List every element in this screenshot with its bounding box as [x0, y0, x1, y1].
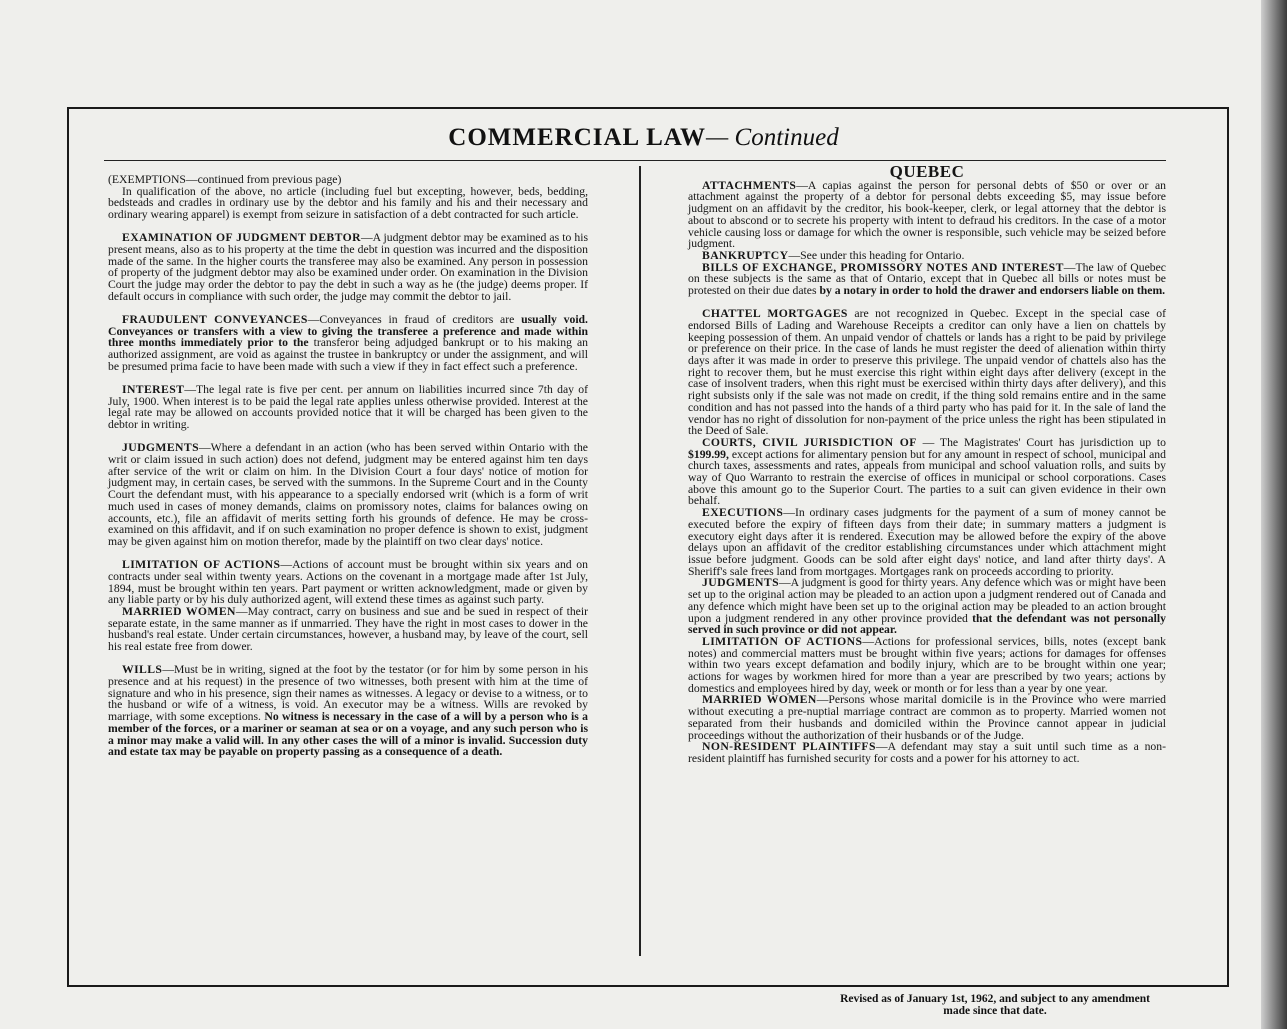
section-bills — [688, 262, 1166, 297]
courts-text-2: except actions for alimentary pension but for any amount in respect of school, municipal and church taxes, assessments and rates, appeals from municipal and school valuation rolls, and suits by way of Quo Warranto to restrain the exercise of offices in municipal or school corporations. Cases above this amount go to the Superior Court. The parties to a suit can given evidence in their own behalf. — [688, 447, 1166, 508]
quebec-heading: QUEBEC — [889, 162, 965, 181]
binder-edge — [1261, 0, 1287, 1029]
bankruptcy-heading: BANKRUPTCY — [702, 248, 789, 262]
examination-heading: EXAMINATION OF JUDGMENT DEBTOR — [122, 231, 361, 245]
column-divider — [639, 166, 641, 956]
section-married-women-quebec — [688, 694, 1166, 741]
section-courts — [688, 437, 1166, 507]
section-wills — [108, 664, 588, 758]
limitation-text: —Actions of account must be brought within six years and on contracts under seal within twenty years. Actions on the covenant in a mortgage made after 1st July, 1894, must be brought within ten years. Part payment or written acknowledgment, made or given by any liable party or by his duly authorized agent, will extend these times as against such party. — [108, 558, 588, 607]
exemptions-text: In qualification of the above, no article (including fuel but excepting, however, beds, bedding, bedsteads and cradles in ordinary use by the debtor and his family and his and their necessary and ordinary wearing apparel) is exempt from seizure in satisfaction of a debt contracted for such article. — [108, 184, 588, 222]
section-attachments — [688, 180, 1166, 250]
quebec-married-heading: MARRIED WOMEN — [702, 693, 817, 707]
section-judgments-quebec — [688, 577, 1166, 636]
quebec-judgments-text: —A judgment is good for thirty years. Any defence which was or might have been set up to the original action may be pleaded to an action upon a judgment rendered out of Canada and any defence which might have been set up to the original action may be pleaded to an action brought upon a judgment rendered in any other province provided — [688, 576, 1166, 625]
limitation-heading: LIMITATION OF ACTIONS — [122, 558, 281, 572]
wills-heading: WILLS — [122, 663, 163, 677]
chattel-text: are not recognized in Quebec. Except in the special case of endorsed Bills of Lading and Warehouse Receipts a creditor can only have a lien on chattels by keeping possession of them. An unpaid vendor of chattels or lands has a right to be paid by privilege or preference on their price. In the case of lands he must register the deed of alienation within thirty days after it was made in order to preserve this privilege. The unpaid vendor of chattels also has the right to recover them, but he must exercise this right within eight days after delivery (except in the case of insolvent traders, when this right must be exercised within thirty days after delivery), and this right subsists only if the sale was not made on credit, if the thing sold remains entire and in the same condition and has not passed into the hands of a third party who has paid for it. In the sale of land the vendor has no right of dissolution for non-payment of the price unless the right has been stipulated in the Deed of Sale. — [688, 307, 1166, 438]
section-non-resident — [688, 741, 1166, 764]
section-married-women — [108, 606, 588, 653]
bills-heading: BILLS OF EXCHANGE, PROMISSORY NOTES AND INTEREST — [702, 260, 1064, 274]
quebec-limitation-text: —Actions for professional services, bills, notes (except bank notes) and commercial matters must be brought within five years; actions for damages for offenses within two years except defamation and bodily injury, which are to be brought within one year; actions for wages by workmen hired for more than a year are prescribed by two years; actions by domestics and employees hired by day, week or month or for less than a year by one year. — [688, 634, 1166, 695]
fraudulent-text: —Conveyances in fraud of creditors are — [307, 313, 522, 327]
section-limitation — [108, 559, 588, 606]
married-text: —May contract, carry on business and sue and be sued in respect of their separate estate, in the same manner as if unmarried. They have the right in most cases to dower in the husband's real estate. Under certain circumstances, however, a husband may, by leave of the court, sell his real estate free from dower. — [108, 605, 589, 654]
bills-bold-text: by a notary in order to hold the drawer and endorsers liable on them. — [819, 284, 1166, 298]
fraudulent-bold-text: usually void. Conveyances or transfers with a view to giving the transferee a preference and made within three months immediately prior to the — [108, 313, 588, 350]
attachments-heading: ATTACHMENTS — [702, 178, 797, 192]
nonresident-heading: NON-RESIDENT PLAINTIFFS — [702, 740, 876, 754]
quebec-judgments-heading: JUDGMENTS — [702, 576, 779, 590]
courts-bold-amount: $199.99, — [688, 447, 729, 461]
section-interest — [108, 384, 588, 431]
quebec-judgments-bold-text: that the defendant was not personally served in such province or did not appear. — [688, 611, 1166, 637]
judgments-text: —Where a defendant in an action (who has been served within Ontario with the writ or claim issued in such action) does not defend, judgment may be entered against him ten days after service of the writ or claim on him. In the Division Court a four days' notice of motion for judgment may, in certain cases, be served with the summons. In the Supreme Court and in the County Court the defendant must, with his appearance to a specially endorsed writ (which is a form of writ much used in cases of money demands, claims on promissory notes, claims for balances owing on accounts, etc.), file an affidavit of merits setting forth his grounds of defence. He may be cross-examined on this affidavit, and if on such examination no proper defence is shown to exist, judgment may be given against him on motion therefor, made by the plaintiff on two clear days' notice. — [108, 441, 588, 548]
title-main: COMMERCIAL LAW — [448, 124, 707, 151]
bankruptcy-text: —See under this heading for Ontario. — [788, 248, 965, 262]
nonresident-text: —A defendant may stay a suit until such time as a non-resident plaintiff has furnished security for costs and a power for his attorney to act. — [688, 740, 1166, 765]
title-rule — [104, 160, 1166, 161]
courts-text: — The Magistrates' Court has jurisdiction up to — [916, 435, 1166, 449]
wills-text: —Must be in writing, signed at the foot by the testator (or for him by some person in his presence and at his request) in the presence of two witnesses, both present with him at the time of signature and who in his presence, sign their names as witnesses. A legacy or devise to a witness, or to the husband or wife of a witness, is void. An executor may be a witness. Wills are revoked by marriage, with some exceptions. — [108, 663, 588, 724]
left-column — [108, 174, 588, 758]
courts-heading: COURTS, CIVIL JURISDICTION OF — [702, 435, 917, 449]
judgments-heading: JUDGMENTS — [122, 441, 199, 455]
revision-note-line-2: made since that date. — [943, 1005, 1047, 1017]
executions-text: —In ordinary cases judgments for the payment of a sum of money cannot be executed before the expiry of fifteen days from their date; in summary matters a judgment is executory eight days after it is rendered. Execution may be allowed before the expiry of the above delays upon an affidavit of the creditor establishing circumstances under which attachment might issue before judgment. Goods can be sold after eight days' notice, and land after thirty days'. A Sheriff's sale frees land from mortgages. Mortgages rank on proceeds according to priority. — [688, 506, 1166, 578]
page-title — [0, 124, 1287, 152]
revision-note-line-1: Revised as of January 1st, 1962, and subject to any amendment — [840, 993, 1150, 1005]
interest-text: —The legal rate is five per cent. per annum on liabilities incurred since 7th day of July, 1900. When interest is to be paid the legal rate applies unless otherwise provided. Interest at the legal rate may be allowed on accounts provided notice that it will be charged has been given to the debtor in writing. — [108, 383, 588, 432]
section-examination — [108, 232, 588, 302]
fraudulent-heading: FRAUDULENT CONVEYANCES — [122, 313, 308, 327]
section-chattel — [688, 308, 1166, 437]
examination-text: —A judgment debtor may be examined as to his present means, also as to his property at the time the debt in question was incurred and the disposition made of the same. In the higher courts the transferee may also be examined. Any person in possession of property of the judgment debtor may also be examined under order. On examination in the Division Court the judge may order the debtor to pay the debt in such a way as he (the judge) deems proper. If default occurs in compliance with such order, the judge may commit the debtor to jail. — [108, 231, 588, 303]
married-heading: MARRIED WOMEN — [122, 605, 236, 618]
fraudulent-text-2: transferor being adjudged bankrupt or to his making an authorized assignment, are void as against the trustee in bankruptcy or under the assignment, and will be presumed prima facie to have been made with such a view if they in fact effect such a preference. — [108, 336, 588, 373]
wills-bold-text: No witness is necessary in the case of a will by a person who is a member of the forces, or a mariner or seaman at sea or on a voyage, and any such person who is a minor may make a valid will. In any other cases the will of a minor is invalid. Succession duty and estate tax may be payable on property passing as a consequence of a death. — [108, 710, 588, 759]
quebec-married-text: —Persons whose marital domicile is in the Province who were married without executing a pre-nuptial marriage contract are common as to property. Married women not separated from their husbands and domiciled within the Province cannot appear in judicial proceedings without the authorization of their husbands or of the Judge. — [688, 693, 1166, 742]
title-continued: — Continued — [706, 124, 839, 151]
chattel-heading: CHATTEL MORTGAGES — [702, 307, 848, 321]
section-fraudulent — [108, 314, 588, 373]
section-limitation-quebec — [688, 636, 1166, 695]
interest-heading: INTEREST — [122, 383, 185, 397]
bills-text: —The law of Quebec on these subjects is the same as that of Ontario, except that in Quebec all bills or notes must be protested on their due dates — [688, 260, 1166, 298]
attachments-text: —A capias against the person for personal debts of $50 or over or an attachment against the property of a debtor for personal debts exceeding $5, may issue before judgment on an affidavit by the creditor, his book-keeper, clerk, or legal attorney that the debtor is about to abscond or to secrete his property with intent to defraud his creditors. In the case of a motor vehicle causing loss or damage for which the owner is responsible, such vehicle may be seized before judgment. — [688, 178, 1166, 251]
quebec-limitation-heading: LIMITATION OF ACTIONS — [702, 634, 863, 648]
revision-note — [760, 993, 1230, 1017]
section-judgments — [108, 442, 588, 547]
right-column — [688, 162, 1166, 765]
exemptions-heading: (EXEMPTIONS—continued from previous page) — [108, 173, 342, 186]
executions-heading: EXECUTIONS — [702, 506, 784, 520]
section-executions — [688, 507, 1166, 577]
